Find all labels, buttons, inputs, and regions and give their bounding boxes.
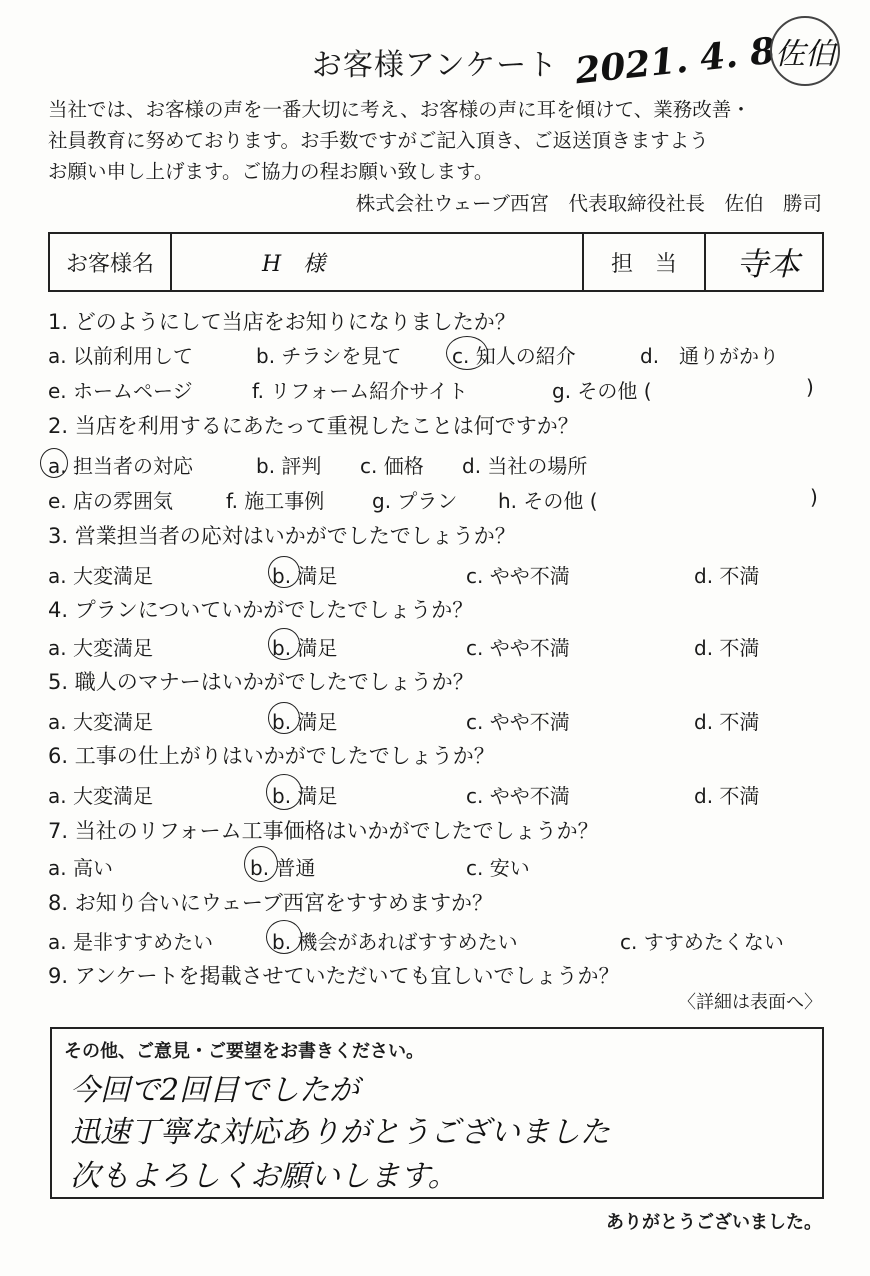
question-7: 7. 当社のリフォーム工事価格はいかがでしたでしょうか？ [48,819,599,843]
q1-option-d[interactable]: d. 通りがかり [640,344,780,368]
q1-option-e[interactable]: e. ホームページ [48,379,193,403]
selection-circle [268,556,300,588]
survey-title: お客様アンケート [311,48,559,83]
company-signature: 株式会社ウェーブ西宮 代表取締役社長 佐伯 勝司 [355,192,822,215]
q7-option-b[interactable]: b. 普通 [250,856,316,880]
question-9: 9. アンケートを掲載させていただいても宜しいでしょうか？ [48,964,620,988]
seal-stamp: 佐伯 [770,16,840,86]
comments-box[interactable] [50,1027,824,1199]
thank-you-text: ありがとうございました。 [606,1212,822,1233]
question-6: 6. 工事の仕上がりはいかがでしたでしょうか？ [48,744,495,768]
q8-option-b[interactable]: b. 機会があればすすめたい [272,930,518,954]
q1-option-b[interactable]: b. チラシを見て [256,344,402,368]
q4-option-d[interactable]: d. 不満 [694,636,760,660]
q7-option-a[interactable]: a. 高い [48,856,113,880]
staff-value[interactable]: 寺本 [705,233,823,291]
q2-option-h[interactable]: h. その他 ( [498,489,598,513]
question-2: 2. 当店を利用するにあたって重視したことは何ですか？ [48,414,579,438]
q7-option-c[interactable]: c. 安い [466,856,530,880]
question-5: 5. 職人のマナーはいかがでしたでしょうか？ [48,670,474,694]
question-4: 4. プランについていかがでしたでしょうか？ [48,598,474,622]
q6-option-c[interactable]: c. やや不満 [466,784,570,808]
q1-option-g[interactable]: g. その他 ( [552,379,652,403]
q6-option-a[interactable]: a. 大変満足 [48,784,153,808]
q2-option-f[interactable]: f. 施工事例 [226,489,325,513]
q3-option-d[interactable]: d. 不満 [694,564,760,588]
customer-name-label: お客様名 [49,233,171,291]
selection-circle [244,846,278,882]
selection-circle [266,774,302,810]
q2-option-g[interactable]: g. プラン [372,489,458,513]
q5-option-a[interactable]: a. 大変満足 [48,710,153,734]
q3-option-b[interactable]: b. 満足 [272,564,338,588]
q4-option-b[interactable]: b. 満足 [272,636,338,660]
q2-option-d[interactable]: d. 当社の場所 [462,454,588,478]
comments-label: その他、ご意見・ご要望をお書きください。 [64,1041,424,1062]
q4-option-c[interactable]: c. やや不満 [466,636,570,660]
q6-option-b[interactable]: b. 満足 [272,784,338,808]
comment-line-1: 今回で2回目でしたが [70,1073,360,1108]
q3-option-a[interactable]: a. 大変満足 [48,564,153,588]
customer-name-value[interactable]: H 様 [171,233,583,291]
q1-option-c[interactable]: c. 知人の紹介 [452,344,576,368]
intro-line-2: 社員教育に努めております。お手数ですがご記入頂き、ご返送頂きますよう [48,129,709,152]
intro-line-3: お願い申し上げます。ご協力の程お願い致します。 [48,160,494,183]
q3-option-c[interactable]: c. やや不満 [466,564,570,588]
selection-circle [40,448,68,478]
question-8: 8. お知り合いにウェーブ西宮をすすめますか？ [48,891,494,915]
detail-note: 〈詳細は表面へ〉 [678,992,822,1013]
q5-option-b[interactable]: b. 満足 [272,710,338,734]
selection-circle [446,336,488,370]
selection-circle [266,920,302,954]
q1-option-f[interactable]: f. リフォーム紹介サイト [252,379,468,403]
q2-option-b[interactable]: b. 評判 [256,454,322,478]
q8-option-c[interactable]: c. すすめたくない [620,930,784,954]
question-3: 3. 営業担当者の応対はいかがでしたでしょうか？ [48,524,516,548]
handwritten-date: 2021. 4. 8 [573,29,778,93]
q8-option-a[interactable]: a. 是非すすめたい [48,930,214,954]
q2-paren-close: ) [810,485,818,509]
q5-option-c[interactable]: c. やや不満 [466,710,570,734]
customer-info-table [48,232,824,292]
q4-option-a[interactable]: a. 大変満足 [48,636,153,660]
q2-option-e[interactable]: e. 店の雰囲気 [48,489,174,513]
q6-option-d[interactable]: d. 不満 [694,784,760,808]
q2-option-c[interactable]: c. 価格 [360,454,424,478]
question-1: 1. どのようにして当店をお知りになりましたか？ [48,310,516,334]
selection-circle [268,702,300,734]
q1-paren-close: ) [806,375,814,399]
q5-option-d[interactable]: d. 不満 [694,710,760,734]
comment-line-2: 迅速丁寧な対応ありがとうございました [70,1115,610,1150]
intro-line-1: 当社では、お客様の声を一番大切に考え、お客様の声に耳を傾けて、業務改善・ [48,98,751,121]
q1-option-a[interactable]: a. 以前利用して [48,344,193,368]
staff-label: 担 当 [583,233,705,291]
q2-option-a[interactable]: a. 担当者の対応 [48,454,193,478]
selection-circle [268,628,300,660]
comment-line-3: 次もよろしくお願いします。 [70,1159,458,1194]
